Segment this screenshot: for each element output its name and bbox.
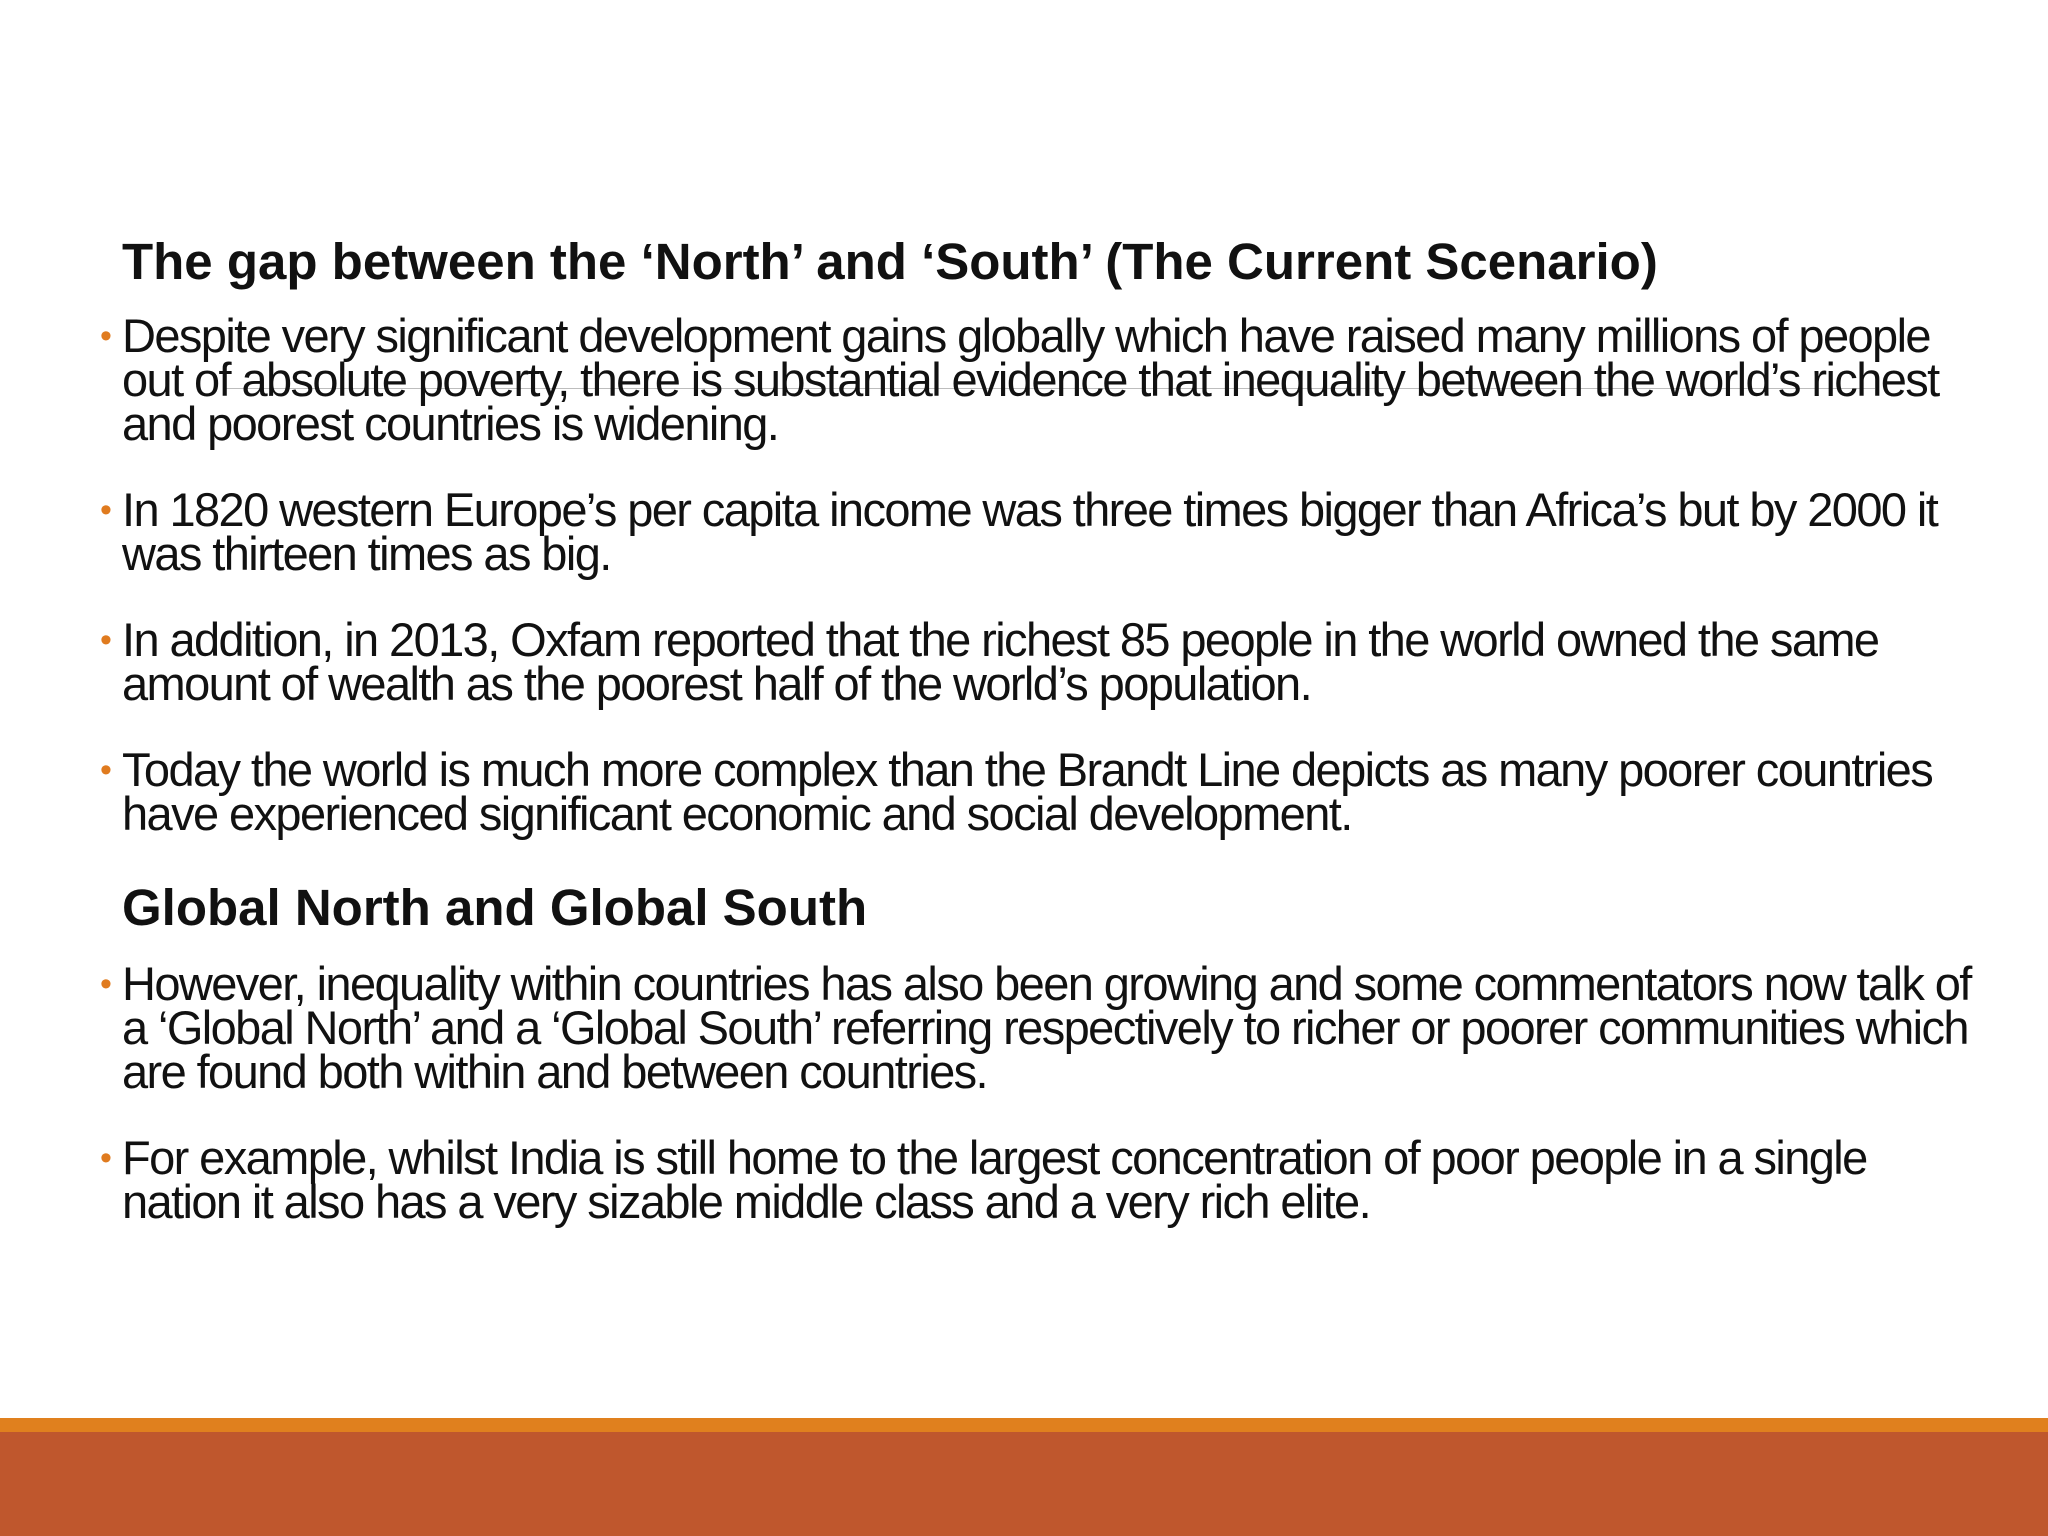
bullet-dot-icon: • [100,317,111,355]
bullet-item [100,957,1980,1098]
bullet-dot-icon: • [100,621,111,659]
bullet-text: In 1820 western Europe’s per capita income was three times bigger than Africa’s but by 2000 it was thirteen times as big. [122,483,1938,580]
bullet-dot-icon: • [100,965,111,1003]
bullet-dot-icon: • [100,751,111,789]
bullet-dot-icon: • [100,1139,111,1177]
bullet-text: Despite very significant development gains globally which have raised many millions of people out of absolute poverty, there is substantial evidence that inequality between the world’s richest and poorest countries is widening. [122,309,1939,450]
bullet-item [100,483,1980,580]
bullet-text: However, inequality within countries has also been growing and some commentators now talk of a ‘Global North’ and a ‘Global South’ referring respectively to richer or poorer communities which are found both within and between countries. [122,957,1971,1098]
slide-content [100,232,1980,1266]
footer-band [0,1432,2048,1536]
bullet-dot-icon: • [100,491,111,529]
footer-accent-stripe [0,1418,2048,1432]
bullet-text: Today the world is much more complex than the Brandt Line depicts as many poorer countries have experienced significant economic and social development. [122,743,1933,840]
heading-global-north-south: Global North and Global South [122,879,868,936]
bullet-item [100,743,1980,840]
bullet-text: For example, whilst India is still home to the largest concentration of poor people in a single nation it also has a very sizable middle class and a very rich elite. [122,1131,1867,1228]
bullet-text: In addition, in 2013, Oxfam reported that the richest 85 people in the world owned the same amount of wealth as the poorest half of the world’s population. [122,613,1879,710]
bullet-item [100,613,1980,710]
heading-north-south-gap: The gap between the ‘North’ and ‘South’ (The Current Scenario) [122,233,1658,290]
bullet-item [100,309,1980,450]
bullet-item [100,1131,1980,1228]
